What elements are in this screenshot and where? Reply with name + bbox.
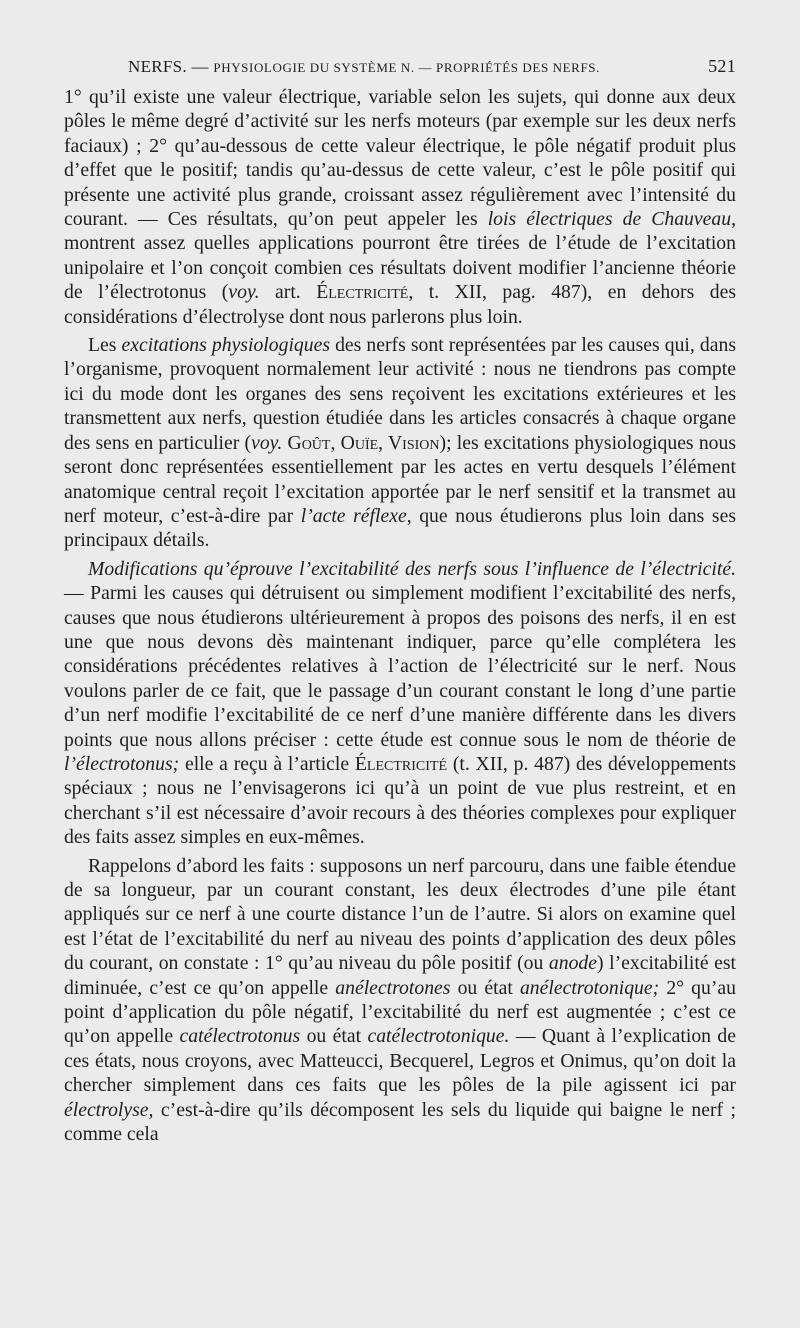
- running-title-main: NERFS. —: [128, 57, 209, 76]
- running-header: [128, 56, 736, 80]
- running-title-sub: PHYSIOLOGIE DU SYSTÈME N. — PROPRIÉTÉS DES NERFS.: [213, 60, 600, 75]
- paragraph-4: Rappelons d’abord les faits : supposons un nerf parcouru, dans une faible étendue de sa longueur, par un courant constant, les deux électrodes d’une pile étant appliqués sur ce nerf à une courte distance l’un de l’autre. Si alors on examine quel est l’état de l’excitabilité du nerf au niveau des points d’application des deux pôles du courant, on constate : 1° qu’au niveau du pôle positif (ou anode) l’excitabilité est diminuée, c’est ce qu’on appelle anélectrotones ou état anélectrotonique; 2° qu’au point d’application du pôle négatif, l’excitabilité du nerf est augmentée ; c’est ce qu’on appelle catélectrotonus ou état catélectrotonique. — Quant à l’explication de ces états, nous croyons, avec Matteucci, Becquerel, Legros et Onimus, qu’on doit la chercher simplement dans ces faits que les pôles de la pile agissent ici par électrolyse, c’est-à-dire qu’ils décomposent les sels du liquide qui baigne le nerf ; comme cela: [64, 854, 736, 1146]
- paragraph-3: Modifications qu’éprouve l’excitabilité des nerfs sous l’influence de l’électricité. — Parmi les causes qui détruisent ou simplement modifient l’excitabilité des nerfs, causes que nous étudierons ultérieurement à propos des poisons des nerfs, il en est une que nous devons dès maintenant indiquer, parce qu’elle complétera les considérations précédentes relatives à l’action de l’électricité sur le nerf. Nous voulons parler de ce fait, que le passage d’un courant constant le long d’une partie d’un nerf modifie l’excitabilité de ce nerf d’une manière différente dans les divers points que nous allons préciser : cette étude est connue sous le nom de théorie de l’électrotonus; elle a reçu à l’article Électricité (t. XII, p. 487) des développements spéciaux ; nous ne l’envisagerons ici qu’à un point de vue plus restreint, et en cherchant s’il est nécessaire d’avoir recours à des théories complexes pour expliquer des faits assez simples en eux-mêmes.: [64, 557, 736, 849]
- paragraph-2: Les excitations physiologiques des nerfs sont représentées par les causes qui, dans l’organisme, provoquent normalement leur activité : nous ne tiendrons pas compte ici du mode dont les organes des sens reçoivent les excitations extérieures et les transmettent aux nerfs, question étudiée dans les articles consacrés à chaque organe des sens en particulier (voy. Goût, Ouïe, Vision); les excitations physiologiques nous seront donc représentées essentiellement par les actes en vertu desquels l’élément anatomique central reçoit l’excitation apportée par le nerf sensitif et la transmet au nerf moteur, c’est-à-dire par l’acte réflexe, que nous étudierons plus loin dans ses principaux détails.: [64, 334, 737, 552]
- running-title: [128, 57, 600, 77]
- section-heading: Modifications qu’éprouve l’excitabilité des nerfs sous l’influence de l’électricité.: [88, 557, 736, 580]
- body-text: [64, 85, 736, 1146]
- paragraph-1: 1° qu’il existe une valeur électrique, variable selon les sujets, qui donne aux deux pôles le même degré d’activité sur les nerfs moteurs (par exemple sur les deux nerfs faciaux) ; 2° qu’au-dessous de cette valeur électrique, le pôle négatif produit plus d’effet que le positif; tandis qu’au-dessus de cette valeur, c’est le pôle positif qui présente une activité plus grande, croissant assez régulièrement avec l’intensité du courant. — Ces résultats, qu’on peut appeler les lois électriques de Chauveau, montrent assez quelles applications pourront être tirées de l’étude de l’excitation unipolaire et l’on conçoit combien ces résultats doivent modifier l’ancienne théorie de l’électrotonus (voy. art. Électricité, t. XII, pag. 487), en dehors des considérations d’électrolyse dont nous parlerons plus loin.: [64, 86, 736, 328]
- page-number: 521: [708, 56, 736, 76]
